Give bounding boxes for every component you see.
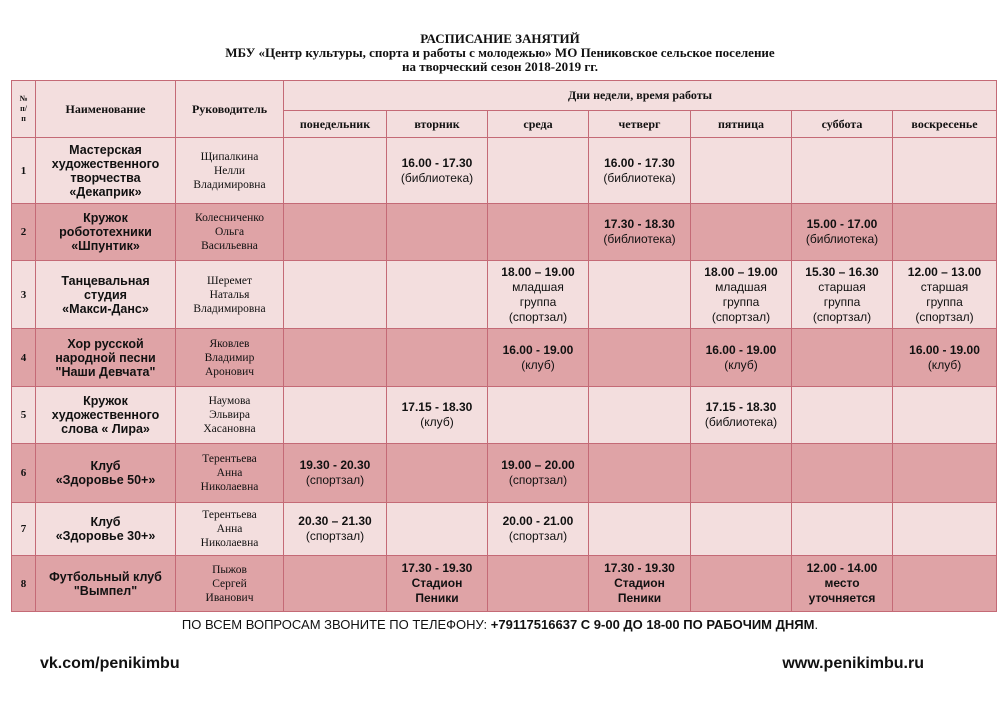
schedule-slot <box>589 444 691 503</box>
slot-place: (клуб) <box>420 415 454 429</box>
slot-place: (спортзал) <box>305 473 365 487</box>
slot-place: (клуб) <box>724 357 758 372</box>
slot-time: 16.00 - 19.00 <box>909 342 980 357</box>
slot-place: старшая <box>920 279 969 294</box>
website-link[interactable]: www.penikimbu.ru <box>782 655 924 672</box>
table-row <box>12 329 997 387</box>
schedule-slot <box>792 387 893 444</box>
schedule-slot <box>792 556 893 612</box>
row-number: 2 <box>12 204 36 261</box>
schedule-slot <box>893 387 997 444</box>
day-header: среда <box>488 111 589 138</box>
column-header-leader: Руководитель <box>176 81 284 138</box>
schedule-slot <box>792 329 893 387</box>
day-header: вторник <box>387 111 488 138</box>
slot-place: группа <box>722 294 760 309</box>
schedule-slot <box>893 329 997 387</box>
schedule-slot <box>284 329 387 387</box>
schedule-slot <box>488 138 589 204</box>
slot-time: 18.00 – 19.00 <box>704 264 778 279</box>
slot-time: 12.00 – 13.00 <box>907 264 982 279</box>
schedule-slot <box>387 138 488 204</box>
organization-line: МБУ «Центр культуры, спорта и работы с молодежью» МО Пениковское сельское поселение <box>225 45 775 60</box>
schedule-slot <box>284 138 387 204</box>
schedule-slot <box>691 204 792 261</box>
schedule-slot <box>589 138 691 204</box>
column-header-days-group: Дни недели, время работы <box>284 81 997 111</box>
schedule-slot <box>387 556 488 612</box>
slot-place: группа <box>823 294 861 309</box>
slot-place: (спортзал) <box>711 309 771 324</box>
slot-time: 17.30 - 19.30 <box>401 561 473 575</box>
schedule-slot <box>284 387 387 444</box>
row-number: 7 <box>12 503 36 556</box>
schedule-slot <box>284 556 387 612</box>
schedule-slot <box>387 503 488 556</box>
activity-leader: Пыжов Сергей Иванович <box>176 556 284 612</box>
slot-place: младшая <box>715 279 767 294</box>
table-row <box>12 556 997 612</box>
schedule-slot <box>792 444 893 503</box>
slot-place: (спортзал) <box>508 473 568 487</box>
table-row <box>12 138 997 204</box>
schedule-slot <box>488 503 589 556</box>
vk-link[interactable]: vk.com/penikimbu <box>40 655 180 672</box>
schedule-slot <box>387 329 488 387</box>
table-row <box>12 204 997 261</box>
schedule-slot <box>488 204 589 261</box>
activity-name: Клуб «Здоровье 30+» <box>36 503 176 556</box>
schedule-slot <box>691 387 792 444</box>
slot-time: 15.00 - 17.00 <box>806 217 878 231</box>
schedule-slot <box>589 329 691 387</box>
slot-time: 17.30 - 19.30 <box>604 561 675 575</box>
slot-place: (спортзал) <box>812 309 872 324</box>
day-header: пятница <box>691 111 792 138</box>
slot-place: (библиотека) <box>704 415 778 429</box>
slot-time: 20.00 - 21.00 <box>502 514 574 528</box>
activity-leader: Шеремет Наталья Владимировна <box>176 261 284 329</box>
table-row <box>12 503 997 556</box>
schedule-slot <box>284 444 387 503</box>
schedule-slot <box>589 556 691 612</box>
day-header: понедельник <box>284 111 387 138</box>
slot-place: (библиотека) <box>400 170 474 185</box>
schedule-slot <box>792 261 893 329</box>
schedule-slot <box>589 204 691 261</box>
contact-phone-line: ПО ВСЕМ ВОПРОСАМ ЗВОНИТЕ ПО ТЕЛЕФОНУ: +79117516637 С 9-00 ДО 18-00 ПО РАБОЧИМ ДНЯМ. <box>181 617 819 632</box>
schedule-slot <box>893 444 997 503</box>
activity-leader: Колесниченко Ольга Васильевна <box>176 204 284 261</box>
schedule-slot <box>691 261 792 329</box>
schedule-slot <box>387 204 488 261</box>
activity-name: Мастерская художественного творчества «Декаприк» <box>36 138 176 204</box>
activity-leader: Наумова Эльвира Хасановна <box>176 387 284 444</box>
slot-time: 20.30 – 21.30 <box>298 514 372 528</box>
schedule-slot <box>893 138 997 204</box>
schedule-slot <box>893 204 997 261</box>
schedule-slot <box>387 444 488 503</box>
table-row <box>12 444 997 503</box>
slot-place: группа <box>519 294 557 309</box>
schedule-slot <box>691 138 792 204</box>
schedule-slot <box>387 261 488 329</box>
day-header: суббота <box>792 111 893 138</box>
schedule-slot <box>691 444 792 503</box>
row-number: 5 <box>12 387 36 444</box>
activity-leader: Щипалкина Нелли Владимировна <box>176 138 284 204</box>
activity-name: Хор русской народной песни "Наши Девчата" <box>36 329 176 387</box>
slot-place: младшая <box>512 279 564 294</box>
schedule-slot <box>488 387 589 444</box>
schedule-slot <box>488 556 589 612</box>
schedule-slot <box>589 387 691 444</box>
activity-leader: Яковлев Владимир Аронович <box>176 329 284 387</box>
day-header: воскресенье <box>893 111 997 138</box>
activity-name: Кружок художественного слова « Лира» <box>36 387 176 444</box>
slot-place: Стадион <box>411 576 463 590</box>
slot-time: 16.00 - 17.30 <box>604 155 675 170</box>
slot-place: (спортзал) <box>508 309 568 324</box>
schedule-slot <box>284 503 387 556</box>
schedule-slot <box>893 261 997 329</box>
schedule-slot <box>792 204 893 261</box>
schedule-slot <box>284 261 387 329</box>
activity-leader: Терентьева Анна Николаевна <box>176 444 284 503</box>
slot-place: Пеники <box>617 591 662 605</box>
schedule-slot <box>589 503 691 556</box>
slot-time: 15.30 – 16.30 <box>805 264 879 279</box>
day-header: четверг <box>589 111 691 138</box>
activity-name: Танцевальная студия «Макси-Данс» <box>36 261 176 329</box>
schedule-slot <box>691 503 792 556</box>
row-number: 1 <box>12 138 36 204</box>
contact-phone-prefix: ПО ВСЕМ ВОПРОСАМ ЗВОНИТЕ ПО ТЕЛЕФОНУ: <box>181 617 491 632</box>
slot-place: (клуб) <box>927 357 962 372</box>
slot-place: место <box>824 576 860 590</box>
slot-time: 17.15 - 18.30 <box>705 400 777 414</box>
schedule-slot <box>792 138 893 204</box>
column-header-number: № п/ п <box>12 81 36 138</box>
schedule-slot <box>893 503 997 556</box>
slot-time: 16.00 - 19.00 <box>705 342 777 357</box>
slot-place: (спортзал) <box>305 529 365 543</box>
slot-time: 19.00 – 20.00 <box>501 458 575 472</box>
row-number: 6 <box>12 444 36 503</box>
schedule-slot <box>792 503 893 556</box>
schedule-slot <box>488 329 589 387</box>
schedule-slot <box>284 204 387 261</box>
slot-time: 18.00 – 19.00 <box>501 264 575 279</box>
slot-place: уточняется <box>808 591 876 605</box>
slot-place: (спортзал) <box>508 529 568 543</box>
schedule-slot <box>488 261 589 329</box>
activity-leader: Терентьева Анна Николаевна <box>176 503 284 556</box>
schedule-slot <box>387 387 488 444</box>
slot-time: 16.00 - 17.30 <box>401 155 473 170</box>
slot-place: Стадион <box>614 576 665 590</box>
slot-time: 12.00 - 14.00 <box>806 561 878 575</box>
slot-place: (библиотека) <box>805 232 879 246</box>
slot-place: (спортзал) <box>915 309 974 324</box>
schedule-slot <box>893 556 997 612</box>
activity-name: Клуб «Здоровье 50+» <box>36 444 176 503</box>
slot-time: 16.00 - 19.00 <box>502 342 574 357</box>
slot-place: (библиотека) <box>603 232 676 246</box>
schedule-slot <box>691 329 792 387</box>
slot-place: группа <box>926 294 963 309</box>
document-title: РАСПИСАНИЕ ЗАНЯТИЙ <box>420 31 580 46</box>
schedule-table <box>11 80 997 612</box>
row-number: 4 <box>12 329 36 387</box>
row-number: 3 <box>12 261 36 329</box>
slot-place: старшая <box>818 279 866 294</box>
activity-name: Кружок робототехники «Шпунтик» <box>36 204 176 261</box>
slot-time: 17.30 - 18.30 <box>604 217 675 231</box>
slot-place: (библиотека) <box>603 170 676 185</box>
activity-name: Футбольный клуб "Вымпел" <box>36 556 176 612</box>
slot-place: (клуб) <box>521 357 555 372</box>
schedule-slot <box>589 261 691 329</box>
slot-time: 19.30 - 20.30 <box>299 458 371 472</box>
slot-time: 17.15 - 18.30 <box>401 400 473 414</box>
document-header <box>0 32 1000 74</box>
contact-phone-number: +79117516637 С 9-00 ДО 18-00 ПО РАБОЧИМ ДНЯМ <box>490 617 815 632</box>
column-header-name: Наименование <box>36 81 176 138</box>
slot-place: Пеники <box>415 591 459 605</box>
season-line: на творческий сезон 2018-2019 гг. <box>402 59 598 74</box>
table-row <box>12 261 997 329</box>
row-number: 8 <box>12 556 36 612</box>
schedule-slot <box>691 556 792 612</box>
table-row <box>12 387 997 444</box>
schedule-slot <box>488 444 589 503</box>
